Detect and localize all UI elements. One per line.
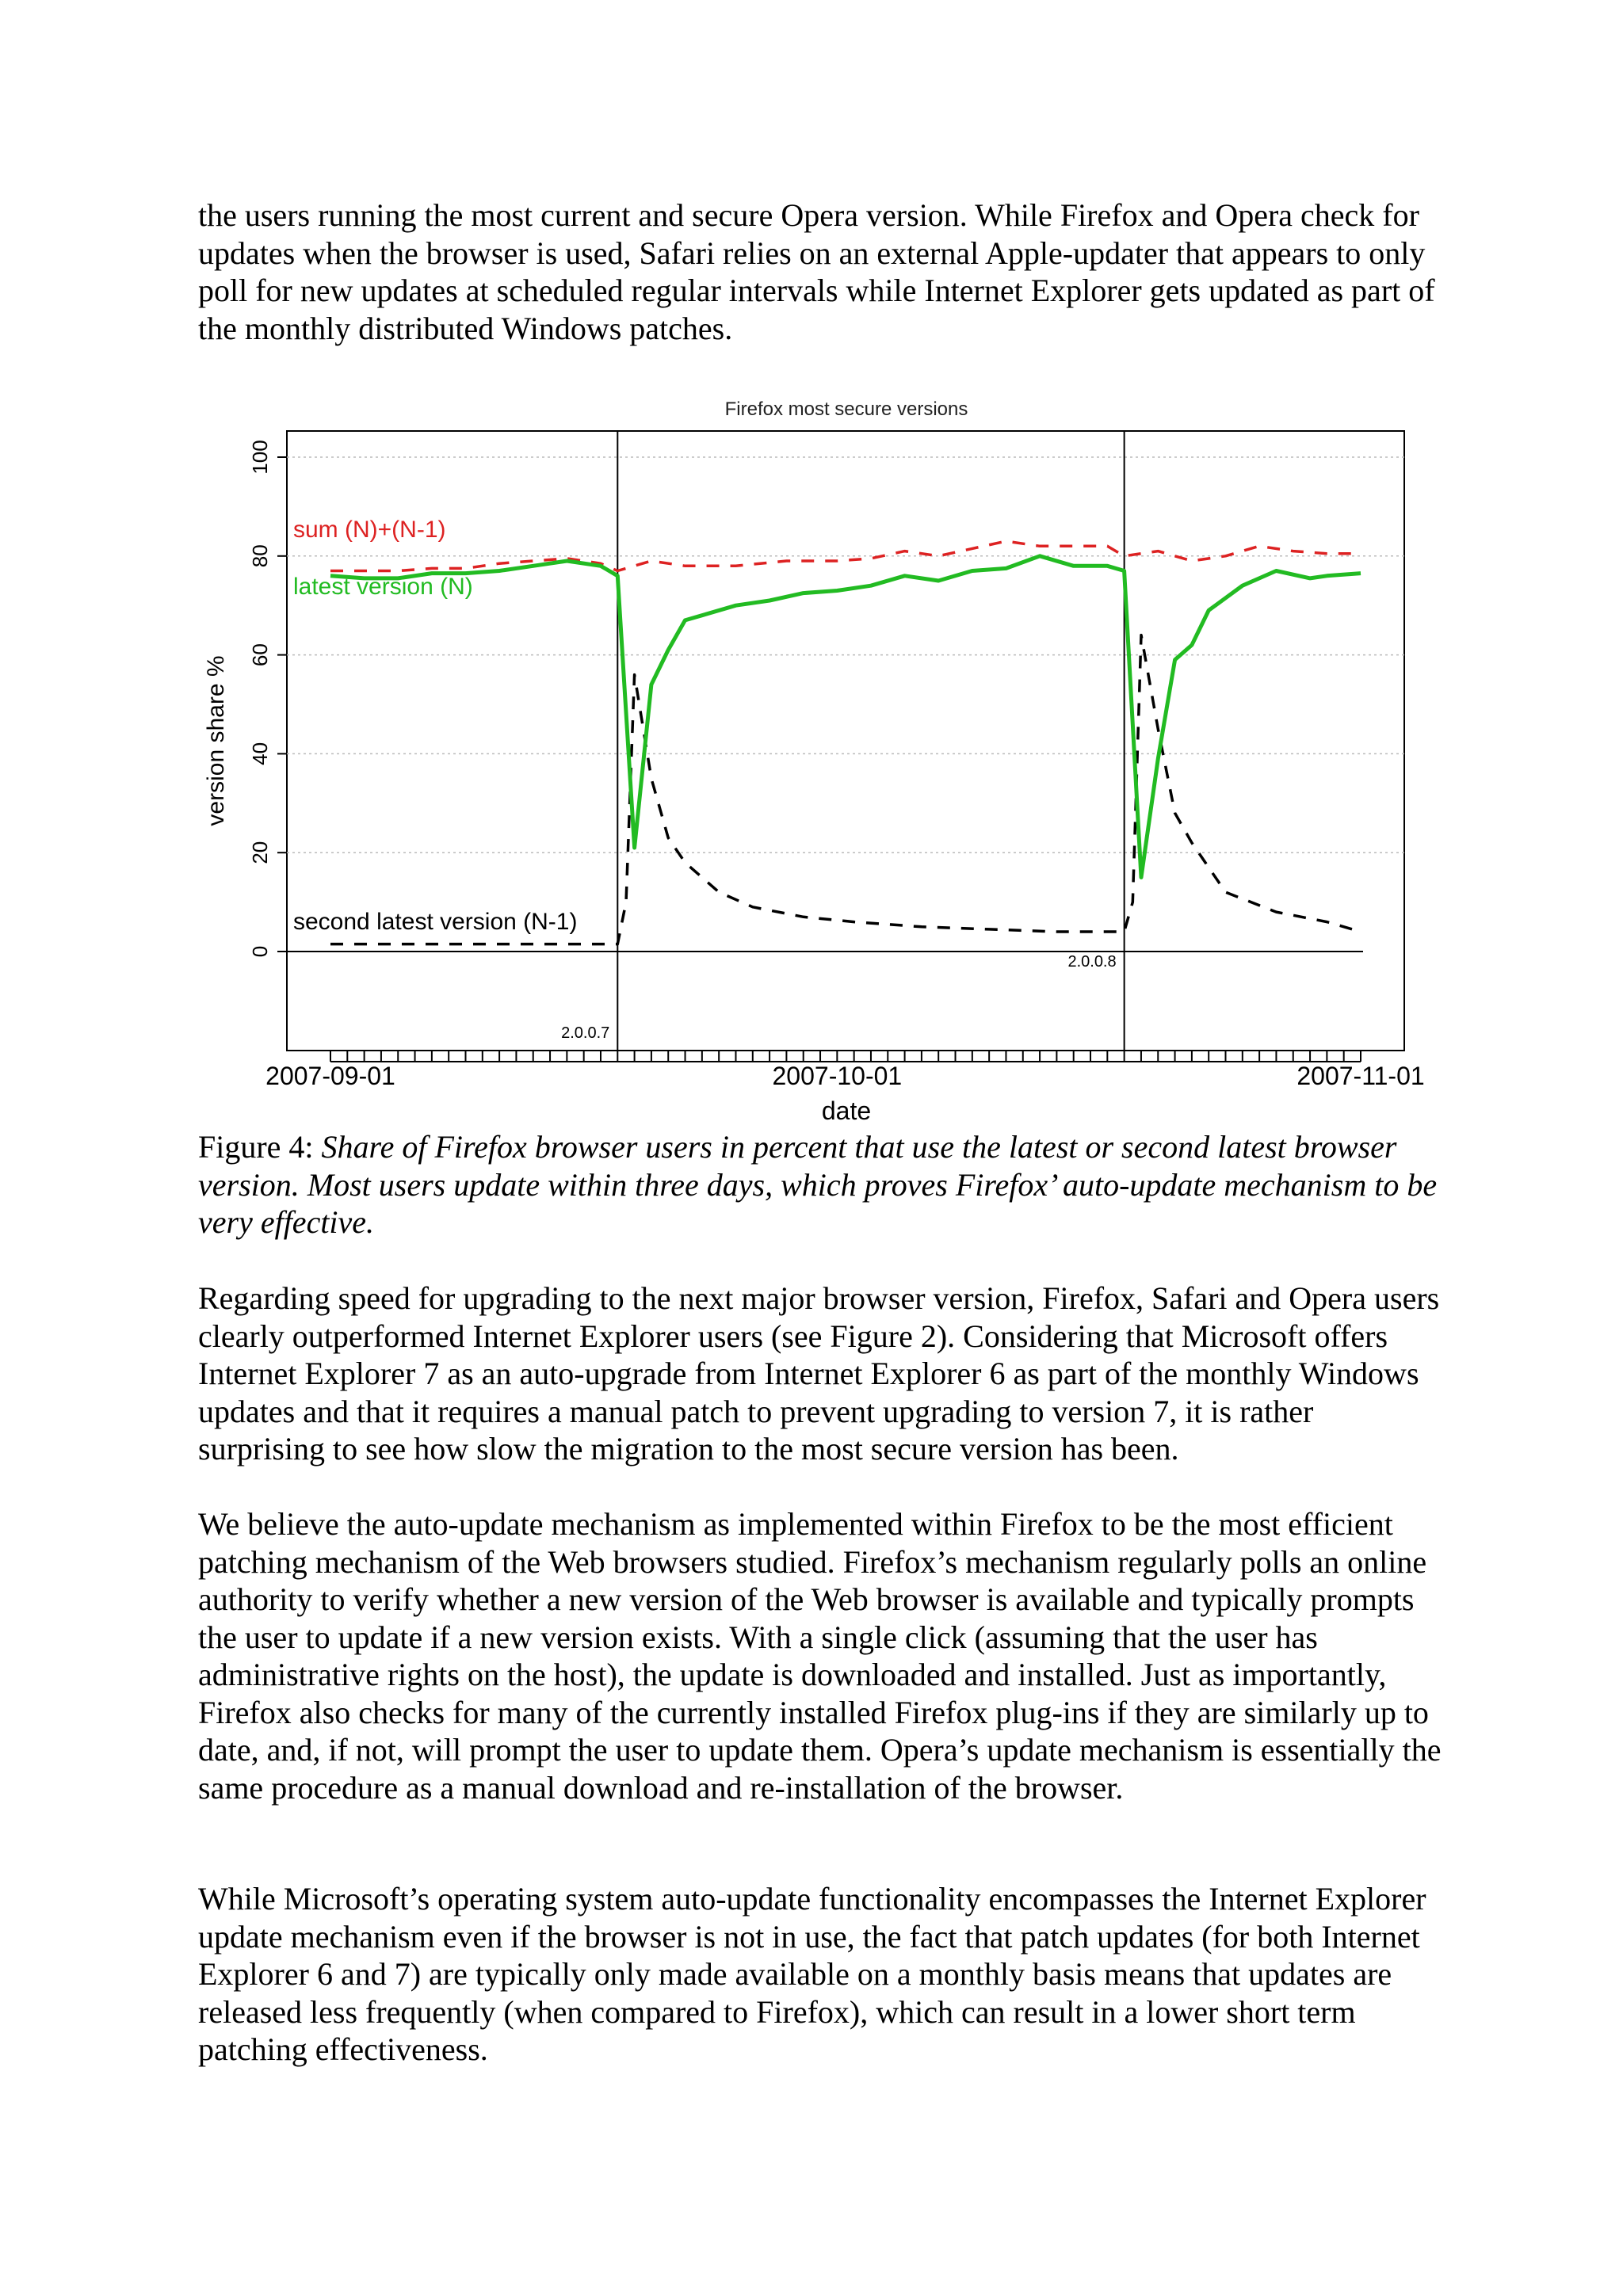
x-axis-ticks [265,1051,1425,1090]
y-axis-ticks [248,440,287,957]
y-tick-label-60: 60 [247,643,272,667]
y-tick-label-20: 20 [247,841,272,864]
grid-lines [287,457,1404,852]
x-tick-label-0: 2007-09-01 [265,1062,395,1090]
plot-frame [287,431,1404,1051]
figure-caption [198,1128,1442,1241]
y-tick-label-40: 40 [247,742,272,765]
y-axis-label: version share % [203,655,229,826]
body-paragraph-3: We believe the auto-update mechanism as implemented within Firefox to be the most efficient patching mechanism of the Web browsers studied. Firefox’s mechanism regularly polls an online authority to verify whether a new version of the Web browser is available and typically prompts the user to update if a new version exists. With a single click (assuming that the user has administrative rights on the host), the update is downloaded and installed. Just as importantly, Firefox also checks for many of the currently installed Firefox plug-ins if they are similarly up to date, and, if not, will prompt the user to update them. Opera’s update mechanism is essentially the same procedure as a manual download and re-installation of the browser. [198,1506,1442,1806]
y-tick-label-0: 0 [247,945,272,958]
annotation-second: second latest version (N-1) [293,909,578,935]
series-lines [330,541,1361,944]
figure-caption-text: Share of Firefox browser users in percent that use the latest or second latest browser version. Most users update within three days, which proves Firefox’ auto-update mechanism to be very effective. [198,1129,1438,1240]
body-paragraph-2: Regarding speed for upgrading to the next major browser version, Firefox, Safari and Opera users clearly outperformed Internet Explorer users (see Figure 2). Considering that Microsoft offers Internet Explorer 7 as an auto-upgrade from Internet Explorer 6 as part of the monthly Windows updates and that it requires a manual patch to prevent upgrading to version 7, it is rather surprising to see how slow the migration to the most secure version has been. [198,1280,1440,1466]
series-line-2 [330,635,1361,944]
annotation-latest: latest version (N) [293,574,473,600]
x-tick-label-1: 2007-10-01 [772,1062,903,1090]
y-tick-label-100: 100 [247,440,272,475]
release-label-0: 2.0.0.7 [561,1024,610,1042]
series-line-0 [330,556,1361,878]
annotation-sum: sum (N)+(N-1) [293,517,446,543]
chart-title: Firefox most secure versions [724,399,968,420]
release-label-1: 2.0.0.8 [1067,953,1117,971]
body-paragraph-4: While Microsoft’s operating system auto-update functionality encompasses the Internet Explorer update mechanism even if the browser is not in use, the fact that patch updates (for both Internet Explorer 6 and 7) are typically only made available on a monthly basis means that updates are released less frequently (when compared to Firefox), which can result in a lower short term patching effectiveness. [198,1881,1426,2067]
figure-label: Figure 4: [198,1129,322,1165]
x-axis-label: date [821,1097,872,1125]
series-line-1 [330,541,1361,570]
y-tick-label-80: 80 [247,544,272,568]
body-paragraph-1: the users running the most current and secure Opera version. While Firefox and Opera check for updates when the browser is used, Safari relies on an external Apple-updater that appears to only poll for new updates at scheduled regular intervals while Internet Explorer gets updated as part of the monthly distributed Windows patches. [198,197,1435,346]
x-tick-label-2: 2007-11-01 [1296,1062,1425,1090]
figure-chart [0,380,1623,1133]
